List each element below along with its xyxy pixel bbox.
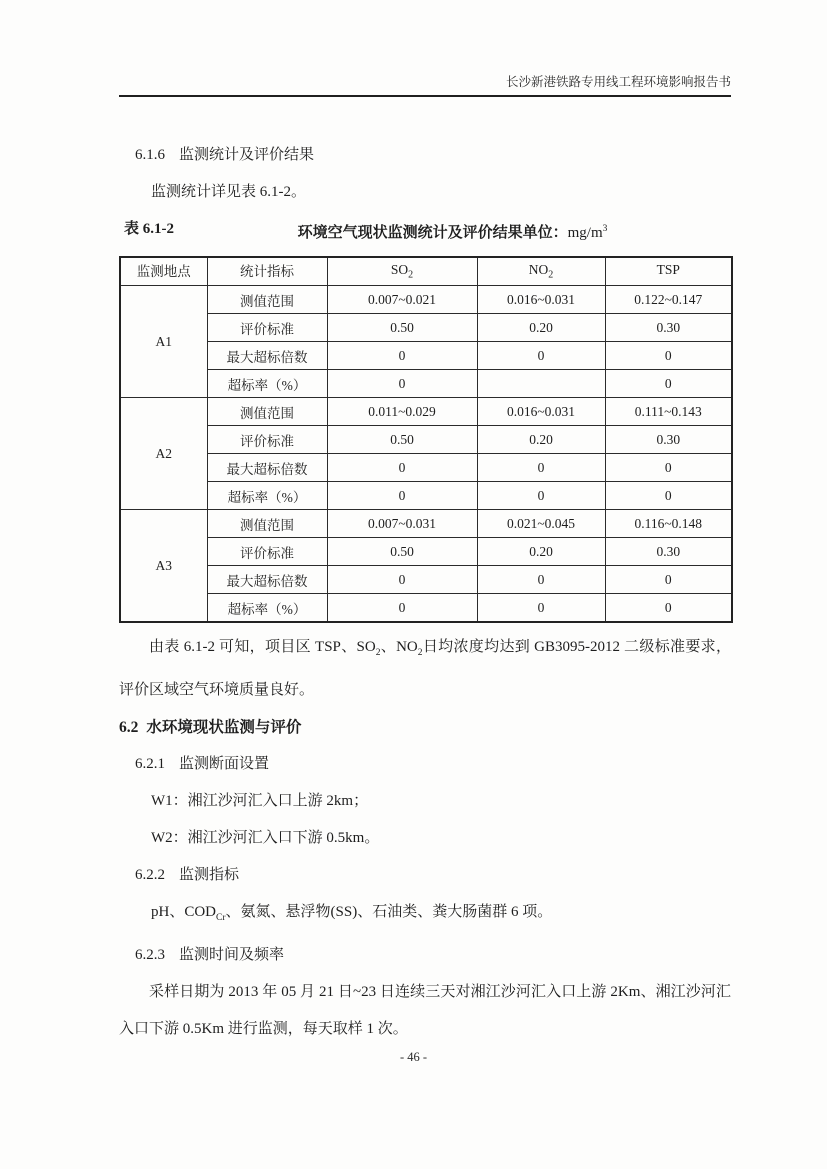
value-cell: 0.011~0.029 — [327, 398, 477, 426]
value-cell: 0 — [327, 454, 477, 482]
value-cell: 0 — [327, 370, 477, 398]
site-cell: A2 — [120, 398, 207, 510]
value-cell: 0.111~0.143 — [605, 398, 732, 426]
air-table-body — [120, 286, 732, 623]
intro-line — [119, 174, 731, 211]
table-row — [120, 594, 732, 623]
col-header-indicator: 统计指标 — [207, 257, 327, 286]
value-cell: 0.20 — [477, 538, 605, 566]
site-cell: A3 — [120, 510, 207, 623]
table-caption-title: 环境空气现状监测统计及评价结果单位：$mg/m^3$ — [297, 224, 608, 241]
col-header-no2: $NO_2$ — [477, 257, 605, 286]
indicator-cell: 最大超标倍数 — [207, 454, 327, 482]
monitor-point-w2: W2：湘江沙河汇入口下游 0.5km。 — [151, 830, 380, 846]
header-rule — [119, 95, 731, 97]
site-cell: A1 — [120, 286, 207, 398]
page-content — [119, 137, 731, 1048]
value-cell: 0.20 — [477, 426, 605, 454]
heading-number: 6.1.6 — [135, 147, 165, 163]
heading-number: 6.2.2 — [135, 867, 165, 883]
heading-number: 6.2.3 — [135, 947, 165, 963]
value-cell: 0.021~0.045 — [477, 510, 605, 538]
indicator-cell: 超标率（%） — [207, 482, 327, 510]
value-cell — [477, 370, 605, 398]
air-conclusion-paragraph: 由表 6.1-2 可知，项目区 TSP、$SO_2$、$NO_2$日均浓度均达到 GB3095-2012 二级标准要求，评价区域空气环境质量良好。 — [119, 639, 731, 698]
heading-6-2-1 — [119, 746, 731, 783]
col-header-tsp: TSP — [605, 257, 732, 286]
heading-title: 监测统计及评价结果 — [179, 147, 315, 163]
value-cell: 0 — [605, 482, 732, 510]
value-cell: 0.007~0.031 — [327, 510, 477, 538]
value-cell: 0.016~0.031 — [477, 398, 605, 426]
table-row — [120, 566, 732, 594]
value-cell: 0 — [477, 594, 605, 623]
heading-title: 监测断面设置 — [179, 756, 270, 772]
table-caption — [119, 211, 731, 252]
table-header-row — [120, 257, 732, 286]
value-cell: 0 — [605, 342, 732, 370]
value-cell: 0 — [477, 454, 605, 482]
monitor-point-w1: W1：湘江沙河汇入口上游 2km； — [151, 793, 369, 809]
value-cell: 0 — [477, 482, 605, 510]
heading-6-2-2 — [119, 857, 731, 894]
table-row — [120, 510, 732, 538]
table-caption-label: 表 6.1-2 — [124, 221, 174, 237]
table-row — [120, 538, 732, 566]
heading-title: 水环境现状监测与评价 — [146, 719, 302, 736]
indicator-cell: 最大超标倍数 — [207, 342, 327, 370]
value-cell: 0 — [327, 566, 477, 594]
value-cell: 0 — [477, 342, 605, 370]
value-cell: 0 — [327, 594, 477, 623]
indicator-cell: 测值范围 — [207, 286, 327, 314]
value-cell: 0.50 — [327, 314, 477, 342]
table-row — [120, 370, 732, 398]
value-cell: 0.50 — [327, 426, 477, 454]
table-row — [120, 342, 732, 370]
value-cell: 0.50 — [327, 538, 477, 566]
value-cell: 0 — [327, 342, 477, 370]
indicators-line: pH、$COD_{Cr}$、氨氮、悬浮物(SS)、石油类、粪大肠菌群 6 项。 — [151, 904, 553, 923]
value-cell: 0.116~0.148 — [605, 510, 732, 538]
value-cell: 0.20 — [477, 314, 605, 342]
header-doc-title: 长沙新港铁路专用线工程环境影响报告书 — [505, 75, 731, 89]
page-number: - 46 - — [399, 1050, 428, 1064]
indicator-cell: 最大超标倍数 — [207, 566, 327, 594]
table-row — [120, 286, 732, 314]
intro-text: 监测统计详见表 6.1-2。 — [151, 184, 306, 200]
value-cell: 0.30 — [605, 538, 732, 566]
value-cell: 0 — [605, 566, 732, 594]
table-row — [120, 398, 732, 426]
heading-title: 监测指标 — [179, 867, 240, 883]
value-cell: 0.122~0.147 — [605, 286, 732, 314]
indicator-cell: 测值范围 — [207, 510, 327, 538]
heading-6-2 — [119, 709, 731, 746]
page-footer — [0, 1050, 827, 1065]
indicator-cell: 超标率（%） — [207, 594, 327, 623]
heading-number: 6.2.1 — [135, 756, 165, 772]
page-header — [119, 0, 731, 90]
value-cell: 0.016~0.031 — [477, 286, 605, 314]
table-row — [120, 454, 732, 482]
value-cell: 0 — [605, 454, 732, 482]
indicator-cell: 超标率（%） — [207, 370, 327, 398]
heading-6-2-3 — [119, 937, 731, 974]
table-caption-unit: $mg/m^3$ — [567, 224, 608, 241]
value-cell: 0.30 — [605, 426, 732, 454]
heading-number: 6.2 — [119, 719, 139, 736]
col-header-so2: $SO_2$ — [327, 257, 477, 286]
value-cell: 0.007~0.021 — [327, 286, 477, 314]
indicator-cell: 评价标准 — [207, 538, 327, 566]
indicator-cell: 评价标准 — [207, 314, 327, 342]
value-cell: 0 — [327, 482, 477, 510]
table-row — [120, 482, 732, 510]
indicator-cell: 测值范围 — [207, 398, 327, 426]
sampling-paragraph: 采样日期为 2013 年 05 月 21 日~23 日连续三天对湘江沙河汇入口上游 2Km、湘江沙河汇入口下游 0.5Km 进行监测，每天取样 1 次。 — [119, 984, 731, 1037]
table-row — [120, 426, 732, 454]
value-cell: 0 — [477, 566, 605, 594]
table-row — [120, 314, 732, 342]
air-quality-table — [119, 256, 733, 623]
heading-title: 监测时间及频率 — [179, 947, 285, 963]
value-cell: 0 — [605, 370, 732, 398]
indicator-cell: 评价标准 — [207, 426, 327, 454]
heading-6-1-6 — [119, 137, 731, 174]
value-cell: 0 — [605, 594, 732, 623]
col-header-site: 监测地点 — [120, 257, 207, 286]
value-cell: 0.30 — [605, 314, 732, 342]
